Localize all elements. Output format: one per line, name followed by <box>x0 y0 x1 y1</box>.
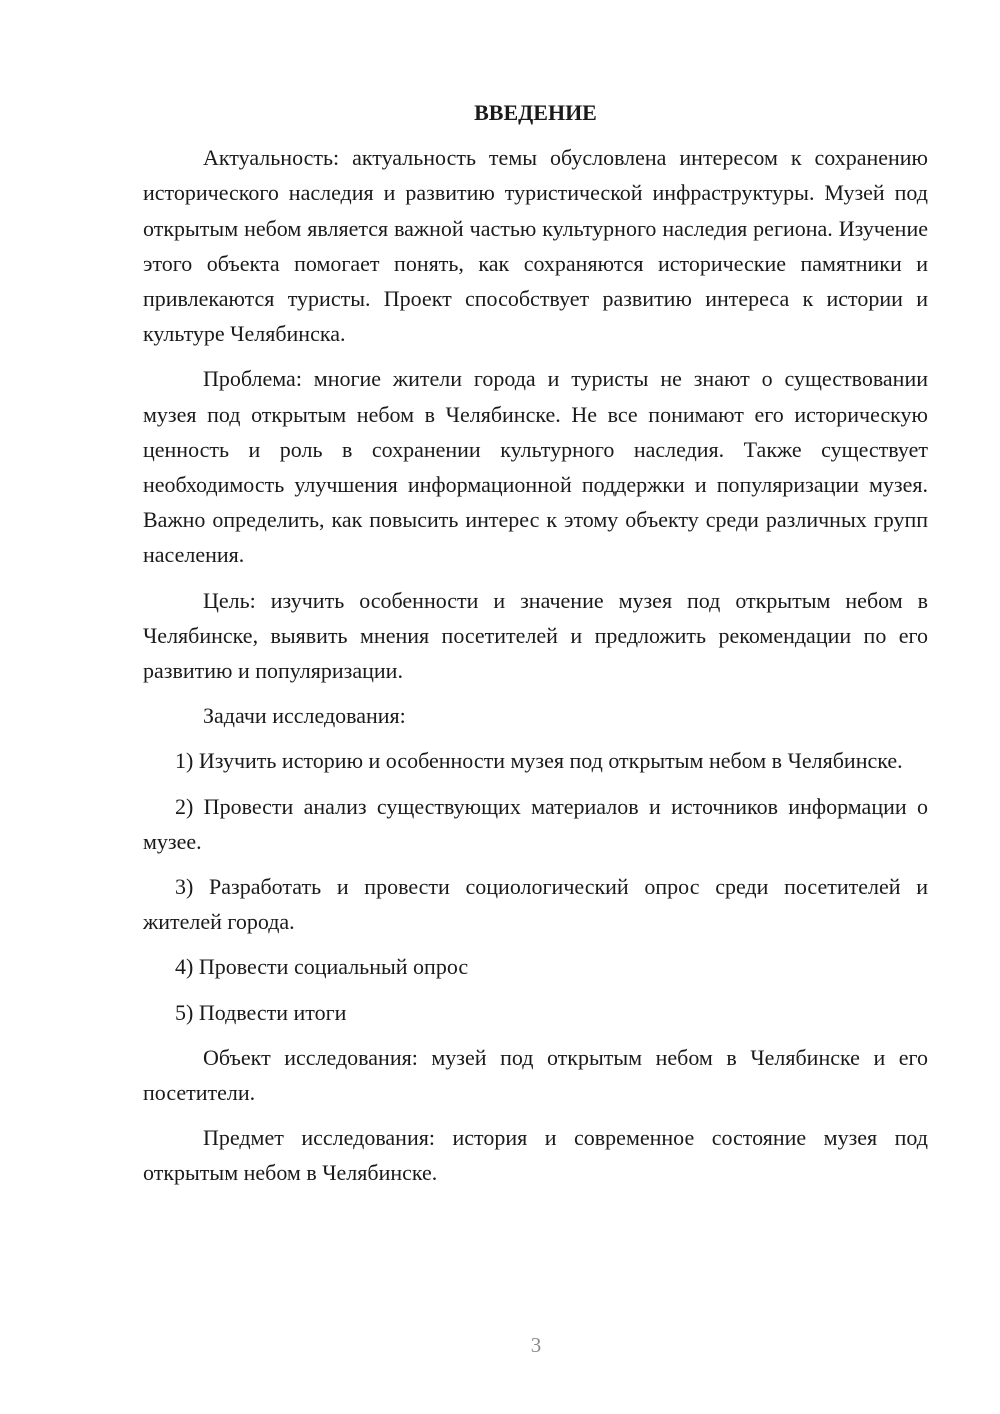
paragraph-subject: Предмет исследования: история и современное состояние музея под открытым небом в Челябинске. <box>143 1125 928 1186</box>
task-item-1: 1) Изучить историю и особенности музея под открытым небом в Челябинске. <box>175 748 903 774</box>
tasks-heading: Задачи исследования: <box>203 703 406 729</box>
task-item-3: 3) Разработать и провести социологический опрос среди посетителей и жителей города. <box>143 874 928 935</box>
paragraph-object: Объект исследования: музей под открытым небом в Челябинске и его посетители. <box>143 1044 928 1106</box>
page-number: 3 <box>530 1333 542 1357</box>
paragraph-problem: Проблема: многие жители города и туристы не знают о существовании музея под открытым небом в Челябинске. Не все понимают его историческую ценность и роль в сохранении культурного наследия. Также существует необходимость улучшения информационной поддержки и популяризации музея. Важно определить, как повысить интерес к этому объекту среди различных групп населения. <box>143 366 928 568</box>
task-item-4: 4) Провести социальный опрос <box>175 954 469 980</box>
document-page <box>143 95 928 1201</box>
task-item-2: 2) Провести анализ существующих материалов и источников информации о музее. <box>143 793 928 854</box>
section-title: ВВЕДЕНИЕ <box>474 100 597 125</box>
paragraph-relevance: Актуальность: актуальность темы обусловлена интересом к сохранению исторического наследия и развитию туристической инфраструктуры. Музей под открытым небом является важной частью культурного наследия региона. Изучение этого объекта помогает понять, как сохраняются исторические памятники и привлекаются туристы. Проект способствует развитию интереса к истории и культуре Челябинска. <box>143 145 928 347</box>
paragraph-goal: Цель: изучить особенности и значение музея под открытым небом в Челябинске, выявить мнения посетителей и предложить рекомендации по его развитию и популяризации. <box>143 587 928 684</box>
task-item-5: 5) Подвести итоги <box>175 999 347 1025</box>
